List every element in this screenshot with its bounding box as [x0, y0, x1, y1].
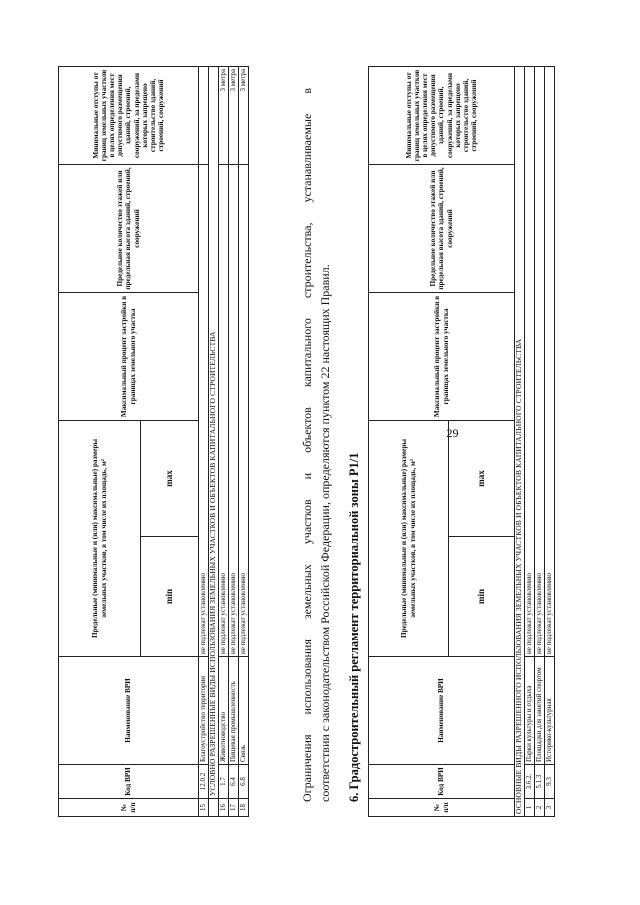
row-code: 9.3 [545, 765, 555, 799]
header-code: Код ВРИ [369, 765, 515, 799]
table-row [239, 66, 249, 816]
section-heading: 6. Градостроительный регламент территориальной зоны Р1/1 [347, 452, 361, 802]
row-limit: не подлежат установлению [239, 164, 249, 656]
header-min: min [449, 537, 515, 657]
row-limit: не подлежат установлению [229, 164, 239, 656]
row-num: 17 [229, 799, 239, 817]
paragraph-line-2: соответствии с законодательством Российской Федерации, определяются пунктом 22 настоящих Правил. [318, 264, 332, 802]
table-row [545, 66, 555, 816]
header-percent: Максимальный процент застройки в границах земельного участка [59, 292, 199, 420]
header-max: max [449, 420, 515, 536]
section-row [209, 66, 219, 816]
row-name: Историко-культурная [545, 657, 555, 765]
row-name: Благоустройство территории [199, 657, 209, 765]
header-code: Код ВРИ [59, 765, 199, 799]
row-code: 1.7 [219, 765, 229, 799]
section-title-main: ОСНОВНЫЕ ВИДЫ РАЗРЕШЕННОГО ИСПОЛЬЗОВАНИЯ ЗЕМЕЛЬНЫХ УЧАСТКОВ И ОБЪЕКТОВ КАПИТАЛЬНОГО СТРОИТЕЛЬСТВА [515, 66, 525, 816]
header-percent: Максимальный процент застройки в границах земельного участка [369, 292, 515, 420]
row-num: 1 [525, 799, 535, 817]
row-name: Площадки для занятий спортом [535, 657, 545, 765]
header-limits: Предельные (минимальные и (или) максимальные) размеры земельных участков, в том числе их площадь, м² [369, 420, 449, 656]
row-num: 18 [239, 799, 249, 817]
section-title-conditional: УСЛОВНО РАЗРЕШЕННЫЕ ВИДЫ ИСПОЛЬЗОВАНИЯ ЗЕМЕЛЬНЫХ УЧАСТКОВ И ОБЪЕКТОВ КАПИТАЛЬНОГО СТРОИТЕЛЬСТВА [209, 66, 219, 798]
table-row [525, 66, 535, 816]
table-row [219, 66, 229, 816]
regulation-table-continued [58, 66, 249, 817]
section-row [515, 66, 525, 816]
header-max: max [141, 420, 199, 536]
regulation-table-r1-1 [368, 66, 555, 817]
header-min: min [141, 537, 199, 657]
header-num: № п/п [59, 799, 199, 817]
header-setbacks: Минимальные отступы от границ земельных участков в целях определения мест допустимого размещения зданий, строений, сооружений, за пределами которых запрещено строительство зданий, строений, сооружений [59, 66, 199, 164]
row-code: 6.8 [239, 765, 249, 799]
header-floors: Предельное количество этажей или предельная высота зданий, строений, сооружений [369, 164, 515, 292]
row-num: 2 [535, 799, 545, 817]
row-num: 15 [199, 799, 209, 817]
row-name: Животноводство [219, 657, 229, 765]
header-name: Наименование ВРИ [369, 657, 515, 765]
row-code: 6.4 [229, 765, 239, 799]
row-name: Пищевая промышленность [229, 657, 239, 765]
header-name: Наименование ВРИ [59, 657, 199, 765]
row-setback: 3 метра [229, 66, 239, 164]
row-setback [199, 66, 209, 164]
header-num: № п/п [369, 799, 515, 817]
row-limit: не подлежат установлению [535, 66, 545, 656]
row-code: 3.6.2. [525, 765, 535, 799]
row-setback: 3 метра [239, 66, 249, 164]
header-limits: Предельные (минимальные и (или) максимальные) размеры земельных участков, в том числе их площадь, м² [59, 420, 141, 656]
row-limit: не подлежат установлению [525, 66, 535, 656]
page-number: 29 [446, 426, 459, 440]
table-row [199, 66, 209, 816]
row-num: 16 [219, 799, 229, 817]
row-limit: не подлежат установлению [199, 164, 209, 656]
row-num: 3 [545, 799, 555, 817]
row-code: 12.0.2 [199, 765, 209, 799]
row-limit: не подлежат установлению [545, 66, 555, 656]
row-name: Парки культуры и отдыха [525, 657, 535, 765]
table-row [535, 66, 545, 816]
table-row [229, 66, 239, 816]
header-setbacks: Минимальные отступы от границ земельных участков в целях определения мест допустимого размещения зданий, строений, сооружений, за пределами которых запрещено строительство зданий, строений, сооружений [369, 66, 515, 164]
row-code: 5.1.3 [535, 765, 545, 799]
row-setback: 3 метра [219, 66, 229, 164]
restrictions-paragraph [298, 88, 334, 802]
row-limit: не подлежат установлению [219, 164, 229, 656]
row-name: Связь [239, 657, 249, 765]
header-floors: Предельное количество этажей или предельная высота зданий, строений, сооружений [59, 164, 199, 292]
paragraph-line-1: Ограничения использования земельных участков и объектов капитального строительства, устанавливаемые в [300, 88, 314, 802]
